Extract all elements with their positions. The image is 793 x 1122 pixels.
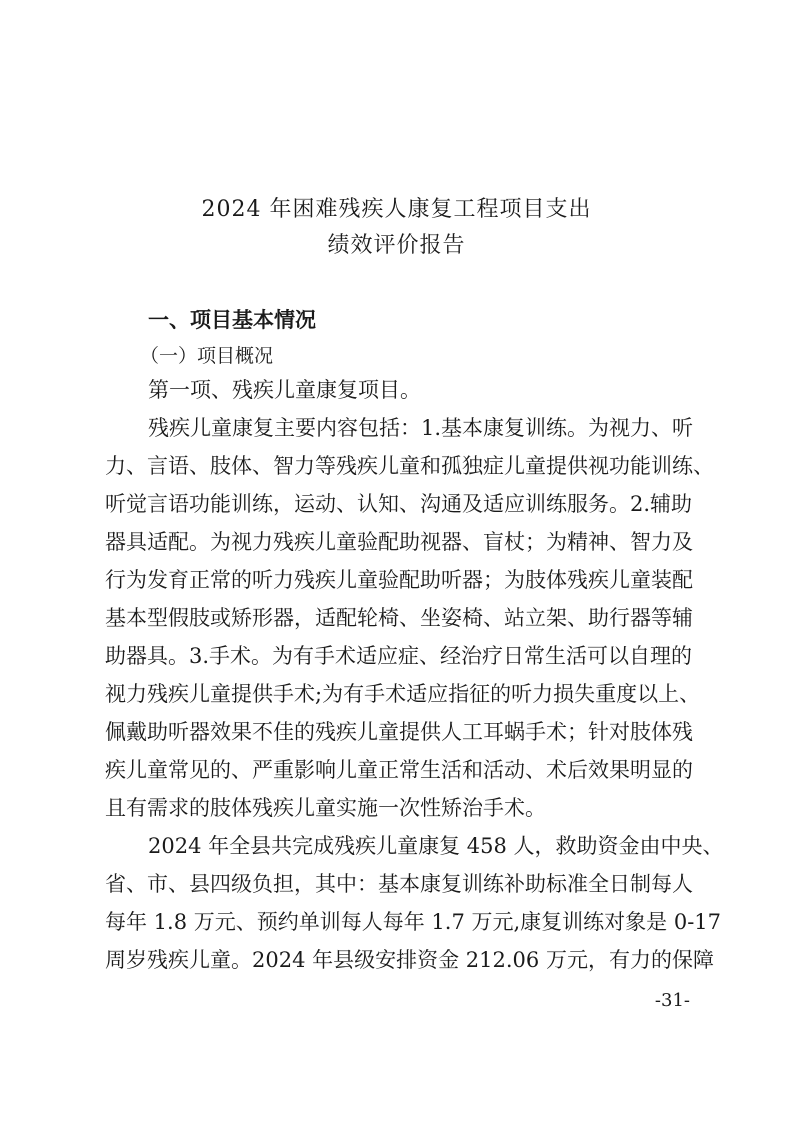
section-heading: 一、项目基本情况 [148,308,316,332]
page-number: -31- [654,990,690,1011]
subsection-heading: （一）项目概况 [140,345,274,367]
paragraph-line: 器具适配。为视力残疾儿童验配助视器、盲杖；为精神、智力及 [105,530,693,554]
document-title-line1: 2024 年困难残疾人康复工程项目支出 [201,197,592,222]
paragraph-line: 视力残疾儿童提供手术;为有手术适应指征的听力损失重度以上、 [105,682,701,706]
paragraph-line: 力、言语、肢体、智力等残疾儿童和孤独症儿童提供视功能训练、 [105,454,714,478]
paragraph-line: 每年 1.8 万元、预约单训每人每年 1.7 万元,康复训练对象是 0-17 [105,910,722,934]
paragraph-line: 行为发育正常的听力残疾儿童验配助听器；为肢体残疾儿童装配 [105,568,693,592]
paragraph-line: 且有需求的肢体残疾儿童实施一次性矫治手术。 [105,796,546,820]
paragraph-line: 听觉言语功能训练，运动、认知、沟通及适应训练服务。2.辅助 [105,492,693,516]
paragraph-line: 助器具。3.手术。为有手术适应症、经治疗日常生活可以自理的 [105,644,693,668]
intro-line: 第一项、残疾儿童康复项目。 [148,378,421,402]
paragraph-line: 基本型假肢或矫形器，适配轮椅、坐姿椅、站立架、助行器等辅 [105,606,693,630]
paragraph-line: 疾儿童常见的、严重影响儿童正常生活和活动、术后效果明显的 [105,758,693,782]
paragraph-line: 2024 年全县共完成残疾儿童康复 458 人，救助资金由中央、 [148,834,724,858]
paragraph-line: 佩戴助听器效果不佳的残疾儿童提供人工耳蜗手术；针对肢体残 [105,720,693,744]
paragraph-line: 省、市、县四级负担，其中：基本康复训练补助标准全日制每人 [105,872,693,896]
paragraph-line: 残疾儿童康复主要内容包括：1.基本康复训练。为视力、听 [148,416,694,440]
paragraph-line: 周岁残疾儿童。2024 年县级安排资金 212.06 万元，有力的保障 [105,948,714,972]
document-title-line2: 绩效评价报告 [327,233,466,258]
